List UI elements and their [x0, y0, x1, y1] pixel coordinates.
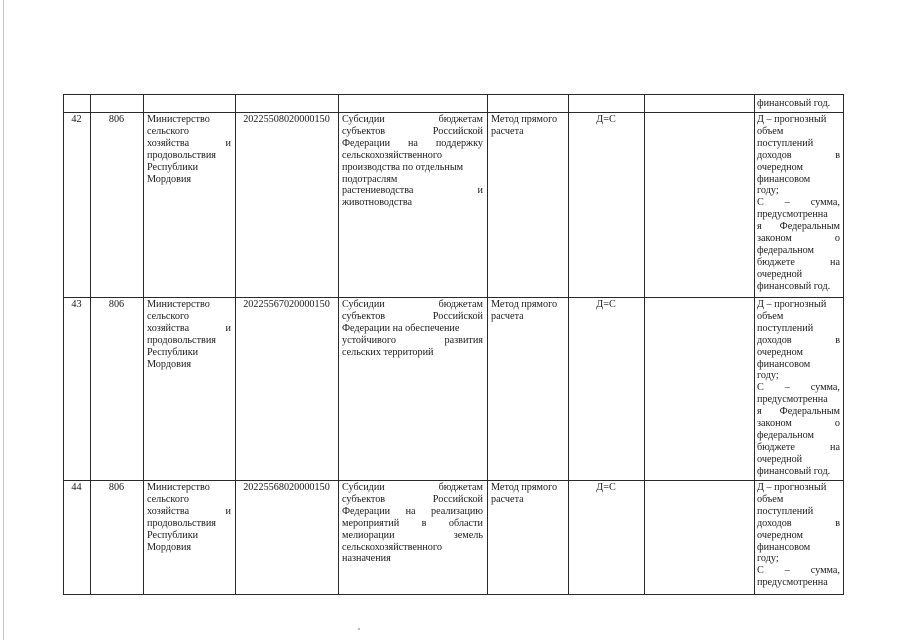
calculation-method-line: Метод прямого [491, 114, 558, 125]
formula-description-word: доходов [757, 149, 792, 161]
formula-description-line [757, 335, 840, 347]
formula-description-word: С [757, 382, 764, 394]
administrator-name-line: Мордовия [147, 541, 192, 553]
formula-description-line: объем [757, 125, 784, 137]
chapter-code-text: 806 [108, 299, 125, 310]
continuation-text-text: финансовый год. [757, 97, 831, 109]
continuation-text [757, 98, 840, 110]
formula-description-line [757, 565, 840, 577]
scan-speck [358, 628, 360, 630]
administrator-name-line: Мордовия [147, 358, 192, 370]
row-number [66, 299, 87, 311]
table-row-border [63, 594, 844, 595]
revenue-name-word: Российской [432, 493, 483, 505]
calculation-method-line: расчета [491, 125, 524, 137]
revenue-name-line [342, 506, 483, 518]
administrator-name-line: продовольствия [147, 149, 216, 161]
revenue-name-word: субъектов [342, 310, 386, 322]
revenue-name-word: на [405, 505, 416, 517]
revenue-name-word: развития [444, 334, 483, 346]
revenue-name-word: Российской [432, 310, 483, 322]
formula-description-word: на [830, 441, 840, 453]
formula-description [757, 299, 840, 478]
scan-edge-line [3, 0, 4, 640]
formula-description-word: на [830, 256, 840, 268]
revenue-name-line [342, 311, 483, 323]
administrator-name-line: Министерство [147, 482, 210, 493]
administrator-name-line: Республики [147, 161, 199, 173]
table-column-border [754, 94, 755, 594]
administrator-name-line: сельского [147, 493, 189, 505]
revenue-name-word: устойчивого [342, 334, 396, 346]
revenue-name-word: мелиорации [342, 529, 395, 541]
calculation-formula-text: Д=С [596, 482, 616, 493]
revenue-name-word: и [477, 185, 483, 197]
formula-description-line: очередной [757, 268, 803, 280]
formula-description-word: законом [757, 418, 792, 430]
formula-description-line: предусмотренна [757, 577, 828, 589]
revenue-name-word: бюджетам [438, 299, 483, 310]
administrator-name-word: хозяйства [147, 137, 190, 149]
revenue-name-line: животноводства [342, 197, 413, 209]
formula-description-word: я [757, 221, 762, 233]
revenue-name-word: субъектов [342, 125, 386, 137]
formula-description-word: – [784, 382, 790, 394]
revenue-name-word: в [421, 517, 427, 529]
revenue-name-word: поддержку [435, 137, 483, 149]
administrator-name-line [147, 138, 231, 150]
revenue-name-line: производства по отдельным [342, 161, 464, 173]
formula-description-word: бюджете [757, 256, 795, 268]
calculation-method [491, 114, 564, 138]
formula-description-word: сумма, [810, 565, 840, 577]
formula-description-word: С [757, 197, 764, 209]
formula-description [757, 114, 840, 293]
budget-classification-code-text: 20225567020000150 [243, 299, 330, 310]
revenue-name-word: субъектов [342, 493, 386, 505]
table-column-border [235, 94, 236, 594]
administrator-name-word: и [225, 322, 231, 334]
calculation-method [491, 482, 564, 506]
administrator-name-word: хозяйства [147, 322, 190, 334]
formula-description-word: я [757, 406, 762, 418]
administrator-name-line: сельского [147, 310, 189, 322]
revenue-name-word: Федерации [342, 137, 391, 149]
calculation-formula [571, 114, 641, 126]
administrator-name-line: продовольствия [147, 334, 216, 346]
formula-description-word: С [757, 565, 764, 577]
administrator-name-line: продовольствия [147, 517, 216, 529]
formula-description-line: финансовый год. [757, 280, 831, 292]
administrator-name-word: хозяйства [147, 505, 190, 517]
chapter-code [93, 482, 140, 494]
formula-description [757, 482, 840, 589]
formula-description-line: поступлений [757, 137, 814, 149]
formula-description-word: Федеральным [779, 406, 840, 418]
budget-classification-code [238, 114, 335, 126]
calculation-formula-text: Д=С [596, 299, 616, 310]
formula-description-line [757, 406, 840, 418]
formula-description-line: предусмотренна [757, 209, 828, 221]
formula-description-line [757, 221, 840, 233]
administrator-name-line: сельского [147, 125, 189, 137]
administrator-name [147, 114, 231, 185]
table-column-border [90, 94, 91, 594]
row-number-text: 44 [71, 482, 82, 493]
formula-description-word: о [834, 418, 840, 430]
chapter-code-text: 806 [108, 482, 125, 493]
administrator-name-line: Республики [147, 529, 199, 541]
formula-description-word: в [835, 149, 840, 161]
budget-classification-code [238, 299, 335, 311]
revenue-name-word: Федерации [342, 505, 391, 517]
budget-classification-code [238, 482, 335, 494]
calculation-method-line: Метод прямого [491, 482, 558, 493]
formula-description-word: – [784, 565, 790, 577]
formula-description-word: о [834, 233, 840, 245]
chapter-code [93, 299, 140, 311]
revenue-name-word: бюджетам [438, 482, 483, 493]
formula-description-word: в [835, 334, 840, 346]
calculation-formula-text: Д=С [596, 114, 616, 125]
revenue-name-line: назначения [342, 553, 391, 565]
formula-description-word: – [784, 197, 790, 209]
budget-classification-code-text: 20225508020000150 [243, 114, 330, 125]
administrator-name-line: Министерство [147, 299, 210, 310]
table-column-border [843, 94, 844, 594]
revenue-name-word: Субсидии [342, 114, 385, 125]
formula-description-line: финансовом [757, 173, 811, 185]
table-column-border [143, 94, 144, 594]
revenue-name [342, 114, 483, 209]
administrator-name [147, 482, 231, 553]
formula-description-line: очередном [757, 529, 803, 541]
administrator-name-line: Республики [147, 346, 199, 358]
formula-description-line [757, 150, 840, 162]
formula-description-word: в [835, 517, 840, 529]
revenue-name-line [342, 126, 483, 138]
table-column-border [338, 94, 339, 594]
table-column-border [487, 94, 488, 594]
formula-description-line: федеральном [757, 429, 814, 441]
formula-description-line [757, 257, 840, 269]
revenue-name-line [342, 335, 483, 347]
formula-description-word: законом [757, 233, 792, 245]
administrator-name [147, 299, 231, 370]
formula-description-word: сумма, [810, 197, 840, 209]
formula-description-line: федеральном [757, 244, 814, 256]
formula-description-line: объем [757, 493, 784, 505]
formula-description-line: очередной [757, 453, 803, 465]
formula-description-line: поступлений [757, 505, 814, 517]
revenue-name-word: Российской [432, 125, 483, 137]
calculation-formula [571, 299, 641, 311]
formula-description-line [757, 197, 840, 209]
formula-description-word: Федеральным [779, 221, 840, 233]
formula-description-line: финансовый год. [757, 465, 831, 477]
formula-description-line: году; [757, 185, 779, 197]
formula-description-word: доходов [757, 517, 792, 529]
revenue-name-line: сельских территорий [342, 346, 434, 358]
calculation-method-line: расчета [491, 493, 524, 505]
table-column-border [63, 94, 64, 594]
administrator-name-line [147, 506, 231, 518]
formula-description-line: Д – прогнозный [757, 482, 827, 493]
formula-description-line [757, 442, 840, 454]
administrator-name-line: Министерство [147, 114, 210, 125]
revenue-name [342, 482, 483, 565]
table-row-border [63, 480, 844, 481]
revenue-name-word: на [407, 137, 418, 149]
row-number-text: 42 [71, 114, 82, 125]
formula-description-line: Д – прогнозный [757, 299, 827, 310]
revenue-name-line: сельскохозяйственного [342, 541, 442, 553]
revenue-name-line [342, 114, 483, 126]
revenue-name-line: Федерации на обеспечение [342, 322, 460, 334]
revenue-name-line: подотраслям [342, 173, 398, 185]
administrator-name-word: и [225, 137, 231, 149]
revenue-name-word: Субсидии [342, 299, 385, 310]
budget-classification-code-text: 20225568020000150 [243, 482, 330, 493]
formula-description-word: сумма, [810, 382, 840, 394]
calculation-method-line: расчета [491, 310, 524, 322]
formula-description-line [757, 418, 840, 430]
revenue-name-word: области [448, 517, 483, 529]
revenue-name-line: сельскохозяйственного [342, 149, 442, 161]
formula-description-line: поступлений [757, 322, 814, 334]
formula-description-line: очередном [757, 161, 803, 173]
calculation-formula [571, 482, 641, 494]
revenue-name-line [342, 494, 483, 506]
table-row-border [63, 94, 844, 95]
revenue-name-line [342, 482, 483, 494]
revenue-name-line [342, 530, 483, 542]
chapter-code-text: 806 [108, 114, 125, 125]
formula-description-line [757, 382, 840, 394]
revenue-name-word: мероприятий [342, 517, 400, 529]
revenue-name [342, 299, 483, 359]
formula-description-line: финансовом [757, 541, 811, 553]
formula-description-line: предусмотренна [757, 394, 828, 406]
calculation-method [491, 299, 564, 323]
table-row-border [63, 112, 844, 113]
formula-description-line [757, 518, 840, 530]
administrator-name-line: Мордовия [147, 173, 192, 185]
revenue-name-line [342, 185, 483, 197]
revenue-name-line [342, 518, 483, 530]
formula-description-line: Д – прогнозный [757, 114, 827, 125]
table-row-border [63, 297, 844, 298]
revenue-name-word: Субсидии [342, 482, 385, 493]
table-column-border [644, 94, 645, 594]
formula-description-word: доходов [757, 334, 792, 346]
formula-description-line [757, 233, 840, 245]
formula-description-line: очередном [757, 346, 803, 358]
table-column-border [568, 94, 569, 594]
revenue-name-word: реализацию [431, 505, 483, 517]
calculation-method-line: Метод прямого [491, 299, 558, 310]
formula-description-line: финансовом [757, 358, 811, 370]
revenue-name-word: бюджетам [438, 114, 483, 125]
formula-description-line: году; [757, 370, 779, 382]
revenue-name-word: земель [453, 529, 483, 541]
row-number-text: 43 [71, 299, 82, 310]
formula-description-line: году; [757, 553, 779, 565]
chapter-code [93, 114, 140, 126]
formula-description-line: объем [757, 310, 784, 322]
revenue-name-line [342, 299, 483, 311]
revenue-name-word: растениеводства [342, 185, 414, 197]
revenue-name-line [342, 138, 483, 150]
row-number [66, 482, 87, 494]
administrator-name-line [147, 323, 231, 335]
formula-description-word: бюджете [757, 441, 795, 453]
row-number [66, 114, 87, 126]
administrator-name-word: и [225, 505, 231, 517]
